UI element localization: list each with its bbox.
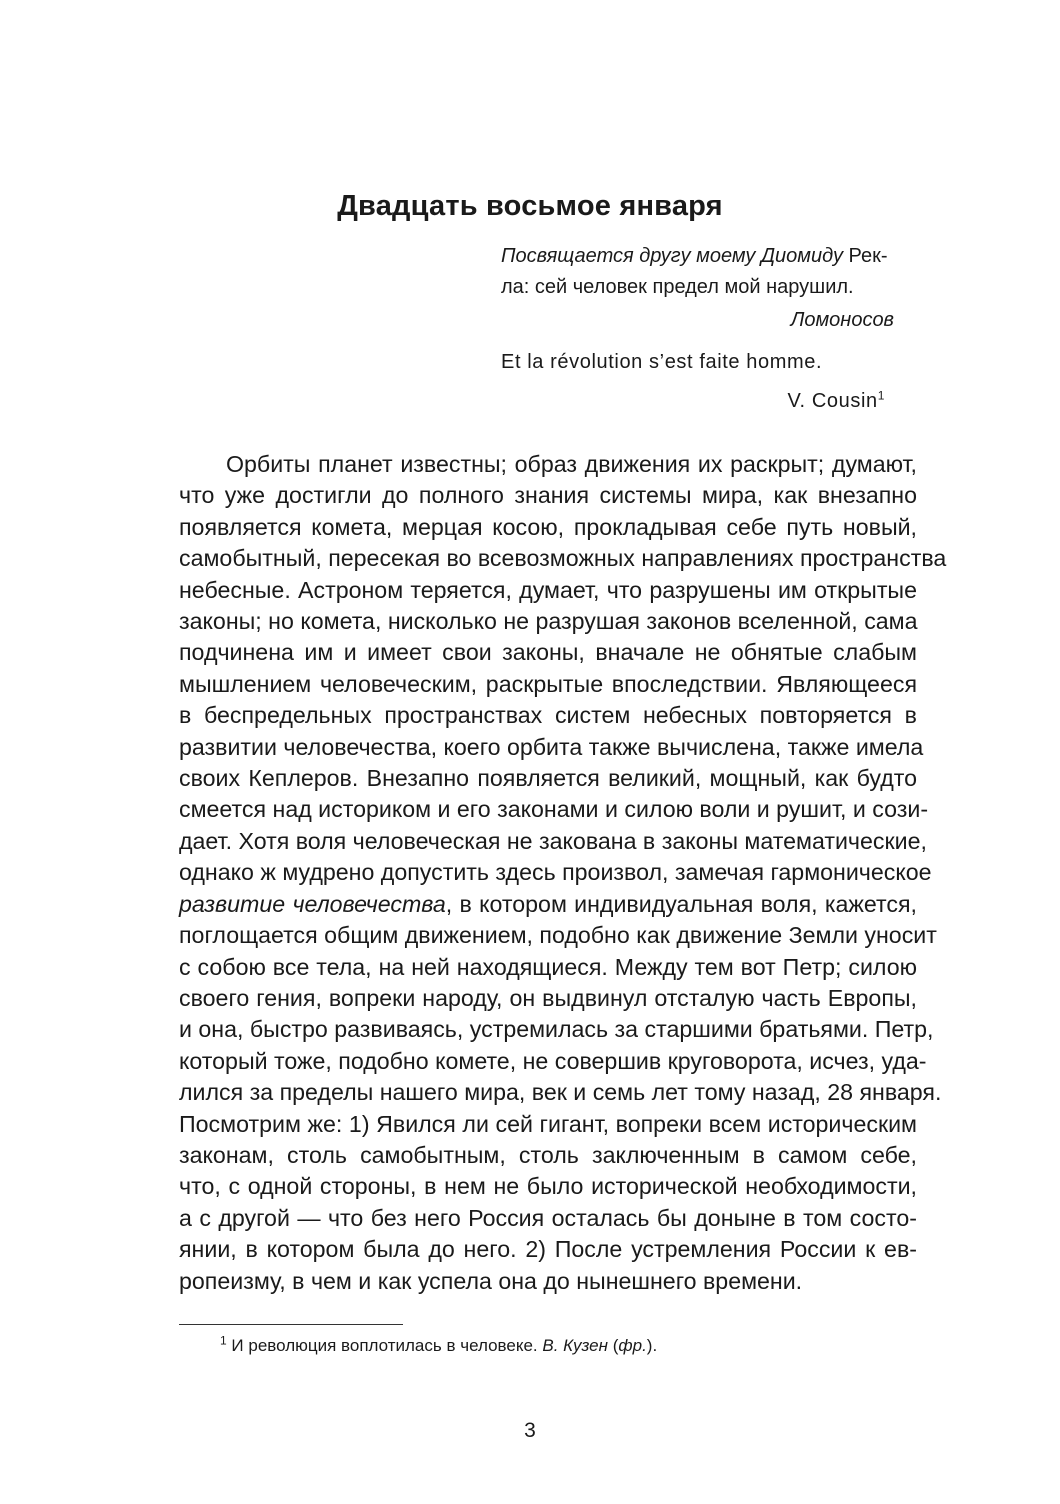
footnote-separator	[179, 1324, 403, 1325]
footnote-text: И революция воплотилась в человеке.	[231, 1336, 538, 1355]
body-line: самобытный, пересекая во всевозможных направлениях пространства	[179, 545, 947, 572]
footnote-lang-close: ).	[646, 1336, 658, 1355]
body-line: Посмотрим же: 1) Явился ли сей гигант, вопреки всем историческим	[179, 1110, 917, 1137]
body-line: и она, быстро развиваясь, устремилась за старшими братьями. Петр,	[179, 1016, 934, 1043]
epigraph-quote-end: ла: сей человек предел мой нарушил.	[501, 276, 854, 298]
body-line: который тоже, подобно комете, не совершив круговорота, исчез, уда-	[179, 1047, 927, 1074]
body-line: законы; но комета, нисколько не разрушая законов вселенной, сама	[179, 608, 918, 635]
body-line: небесные. Астроном теряется, думает, что разрушены им открытые	[179, 576, 917, 603]
body-line: законам, столь самобытным, столь заключенным в самом себе,	[179, 1141, 917, 1168]
body-line: мышлением человеческим, раскрытые впоследствии. Являющееся	[179, 670, 917, 697]
body-line: лился за пределы нашего мира, век и семь лет тому назад, 28 января.	[179, 1079, 942, 1106]
body-line: развитии человечества, коего орбита также вычислена, также имела	[179, 733, 924, 760]
footnote-lang: фр.	[618, 1336, 647, 1355]
body-line: смеется над историком и его законами и силою воли и рушит, и сози-	[179, 796, 929, 823]
emphasis-text: развитие человечества	[179, 890, 446, 917]
body-line: однако ж мудрено допустить здесь произвол, замечая гармоническое	[179, 859, 932, 886]
epigraph-quote-french: Et la révolution s’est faite homme.	[501, 351, 823, 373]
epigraph-quote-start: Рек-	[848, 245, 888, 267]
footnote-mark: 1	[877, 388, 885, 403]
body-line: что, с одной стороны, в нем не было исторической необходимости,	[179, 1173, 917, 1200]
body-line: своих Кеплеров. Внезапно появляется великий, мощный, как будто	[179, 765, 917, 792]
footnote-lang-open: (	[612, 1336, 619, 1355]
epigraph-author-cousin	[787, 390, 885, 413]
body-line: с собою все тела, на ней находящиеся. Между тем вот Петр; силою	[179, 953, 917, 980]
page-number: 3	[524, 1419, 536, 1442]
body-line: дает. Хотя воля человеческая не закована в законы математические,	[179, 827, 927, 854]
body-line: поглощается общим движением, подобно как движение Земли уносит	[179, 922, 937, 949]
dedication-text: Посвящается другу моему Диомиду	[501, 245, 843, 267]
body-line: а с другой — что без него Россия осталась бы доныне в том состо-	[179, 1204, 917, 1231]
body-line: что уже достигли до полного знания системы мира, как внезапно	[179, 482, 917, 509]
body-line: появляется комета, мерцая косою, прокладывая себе путь новый,	[179, 513, 917, 540]
footnote	[220, 1333, 658, 1356]
body-line: подчинена им и имеет свои законы, вначале не обнятые слабым	[179, 639, 917, 666]
footnote-number: 1	[220, 1333, 227, 1348]
chapter-title: Двадцать восьмое января	[337, 190, 723, 222]
body-line: в беспредельных пространствах систем небесных повторяется в	[179, 702, 917, 729]
body-line: развитие человечества, в котором индивидуальная воля, кажется,	[179, 890, 917, 917]
body-line: янии, в котором была до него. 2) После устремления России к ев-	[179, 1236, 917, 1263]
epigraph-author: Ломоносов	[790, 309, 894, 331]
body-line: Орбиты планет известны; образ движения их раскрыт; думают,	[226, 451, 917, 477]
body-line: ропеизму, в чем и как успела она до нынешнего времени.	[179, 1267, 803, 1294]
epigraph2-author-name: V. Cousin	[787, 390, 878, 412]
footnote-author: В. Кузен	[542, 1336, 608, 1355]
epigraph-dedication	[501, 241, 906, 303]
body-line: своего гения, вопреки народу, он выдвинул отсталую часть Европы,	[179, 984, 917, 1011]
body-text	[179, 449, 947, 1297]
